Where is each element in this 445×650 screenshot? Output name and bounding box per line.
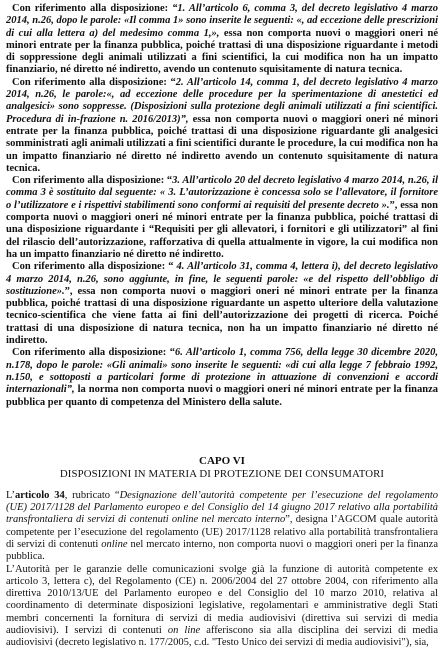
paragraph-text: la norma non comporta nuovi o maggiori oneri né minori entrate per la finanza pubblica per quanto di competenza del Ministero della salute. <box>6 384 438 408</box>
chapter-subtitle: DISPOSIZIONI IN MATERIA DI PROTEZIONE DEI CONSUMATORI <box>59 467 385 480</box>
paragraph-text: ”, designa l’AGCOM quale autorità competente per l’esecuzione del regolamento (UE) 2017/1128 relativo alla portabilità transfrontaliera di servizi di contenuti <box>6 514 438 550</box>
technical-report-paragraphs <box>6 3 438 409</box>
paragraph-text: L’Autorità per le garanzie delle comunicazioni svolge già la funzione di autorità competente ex articolo 3, lettera c), del Regolamento (CE) n. 2006/2004 del 27 ottobre 2004, con riferimento alla direttiva 2010/13/UE del Parlamento europeo e del Consiglio del 10 marzo 2010, relativa al coordinamento di determinate disposizioni legislative, regolamentari e amministrative degli Stati membri concernenti la fornitura di servizi di media audiovisivi (direttiva sui servizi di media audiovisivi). I servizi di contenuti <box>6 563 438 637</box>
chapter-title: CAPO VI <box>199 454 245 467</box>
article-paragraph <box>6 564 438 650</box>
paragraph-text: Con riferimento alla disposizione: “ <box>12 175 173 187</box>
paragraph-text: ”, essa non comporta nuovi o maggiori oneri né minori entrate per la finanza pubblica, poiché trattasi di una disposizione riguardante un aspetto ulteriore della valutazione tecnico-scientifica che viene fatta ai fini dell’autorizzazione dei progetti di ricerca. Poiché trattasi di una disposizione di natura tecnica, non ha un impatto finanziario né diretto né indiretto. <box>6 285 438 347</box>
report-paragraph <box>6 175 438 261</box>
paragraph-text: Con riferimento alla disposizione: “ <box>12 347 175 359</box>
paragraph-text: Con riferimento alla disposizione: “ <box>12 76 176 88</box>
article-paragraphs <box>6 490 438 650</box>
paragraph-text: ”, essa non comporta nuovi o maggiori oneri né minori entrate per la finanza pubblica, poiché trattasi di una disposizione riguardante i “Requisiti per gli allevatori, i fornitori e gli utilizzatori” al fini del rilascio dell’autorizzazione, rafforzativa di quella attualmente in vigore, la cui modifica non ha un impatto finanziario né diretto né indiretto. <box>6 199 438 260</box>
italic-text: on line <box>167 625 201 637</box>
paragraph-text: Con riferimento alla disposizione: <box>12 3 173 14</box>
paragraph-text: essa non comporta nuovi o maggiori oneri né minori entrate per la finanza pubblica, poiché trattasi di una disposizione riguardante i metodi di soppressione degli animali utilizzati a fini scientifici, la cui modifica non ha un impatto finanziario, né diretto né indiretto, avendo un contenuto squisitamente di natura tecnica. <box>6 27 438 76</box>
quoted-provision: 2. All’articolo 14, comma 1, del decreto legislativo 4 marzo 2014, n.26, le parole:«, ad eccezione delle procedure per la sperimentazione di anestetici ed analgesici» sono soppresse. (Disposizioni sulla protezione degli animali utilizzati a fini scientifici. Procedura di in-frazione n. 2016/2013)”, <box>6 76 438 125</box>
quoted-provision: 6. All’articolo 1, comma 756, della legge 30 dicembre 2020, n.178, dopo le parole: «Gli animali» sono inserite le seguenti: «di cui alla legge 7 febbraio 1992, n.150, e sottoposti a particolari forme di protezione in attuazione di convenzioni e accordi internazionali”, <box>6 347 438 396</box>
report-paragraph <box>6 261 438 347</box>
spacer <box>6 409 438 455</box>
article-reference: articolo 34 <box>14 489 65 501</box>
paragraph-text: Con riferimento alla disposizione: “ <box>12 261 174 273</box>
paragraph-text: afferiscono sia alla disciplina dei servizi di media audiovisivi (decreto legislativo n. 177/2005, c.d. "Testo Unico dei servizi di media audiovisivi"), sia, <box>6 625 438 649</box>
quoted-provision: 3. All’articolo 20 del decreto legislativo 4 marzo 2014, n.26, il comma 3 è sostituito dal seguente: « 3. L’autorizzazione è concessa solo se l’allevatore, il fornitore o l’utilizzatore e i rispettivi stabilimenti sono conformi ai requisiti del presente decreto ». <box>6 175 438 211</box>
report-paragraph <box>6 347 438 408</box>
quoted-provision: “1. All’articolo 6, comma 3, del decreto legislativo 4 marzo 2014, n.26, dopo le parole: «Il comma 1» sono inserite le seguenti: «, ad eccezione delle prescrizioni di cui alla lettera a) del medesimo comma 1,», <box>6 3 438 39</box>
italic-text: online <box>101 538 128 550</box>
paragraph-text: essa non comporta nuovi o maggiori oneri né minori entrate per la finanza pubblica, poiché trattasi di una disposizione riguardante gli analgesici somministrati agli animali utilizzati a fini scientifici durante le procedure, la cui modifica non ha un impatto finanziario né diretto né indiretto avendo un contenuto squisitamente di natura tecnica. <box>6 113 438 174</box>
paragraph-text: L’ <box>6 489 15 501</box>
report-paragraph <box>6 77 438 175</box>
italic-text: Designazione dell’autorità competente per l’esecuzione del regolamento (UE) 2017/1128 del Parlamento europeo e del Consiglio del 14 giugno 2017 relativo alla portabilità transfrontaliera di servizi di contenuti online nel mercato interno <box>6 489 439 526</box>
paragraph-text: nel mercato interno, non comporta nuovi o maggiori oneri per la finanza pubblica. <box>6 538 438 563</box>
article-paragraph <box>6 490 438 564</box>
paragraph-text: , rubricato “ <box>64 489 120 501</box>
quoted-provision: 4. All’articolo 31, comma 4, lettera i), del decreto legislativo 4 marzo 2014, n.26, sono aggiunte, in fine, le seguenti parole: «e del rispetto dell’obbligo di sostituzione». <box>6 261 438 297</box>
report-paragraph <box>6 3 438 77</box>
